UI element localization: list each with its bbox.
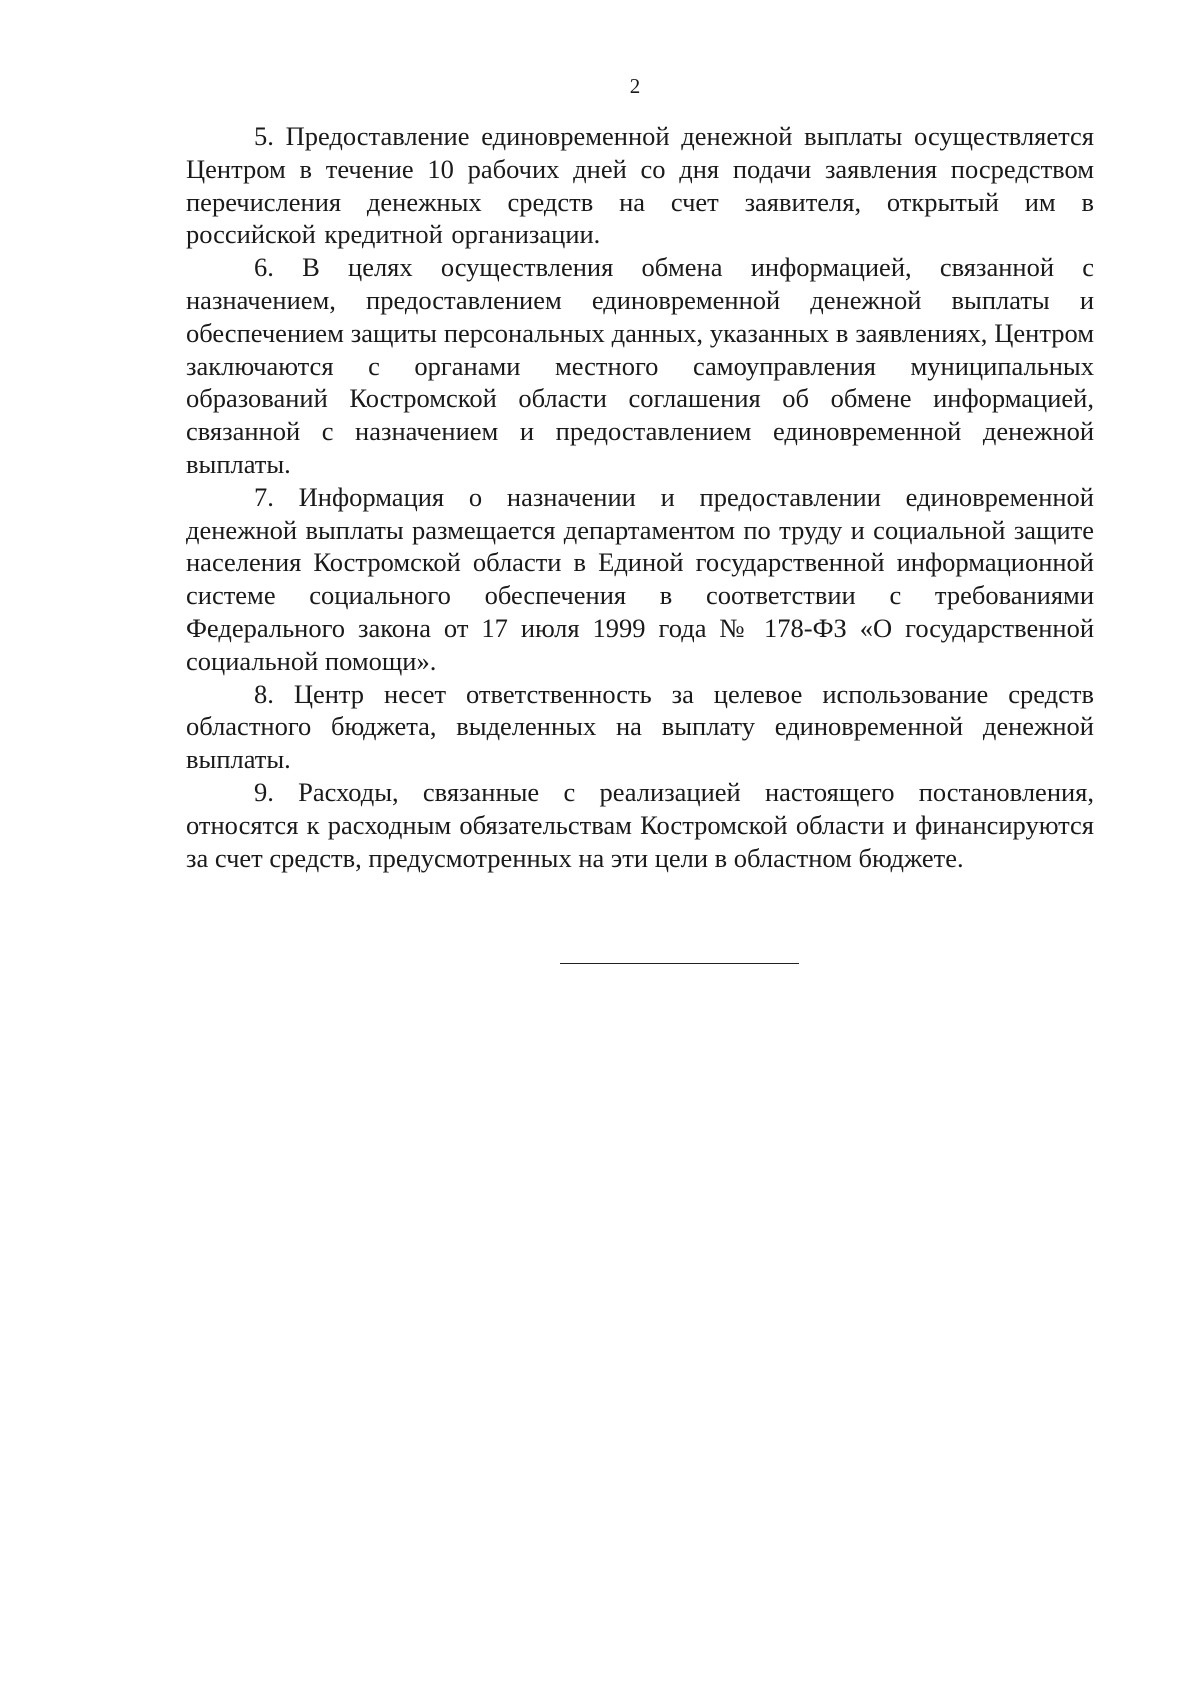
paragraph-7: 7. Информация о назначении и предоставлении единовременной денежной выплаты размещается департаментом по труду и социальной защите населения Костромской области в Единой государственной информационной системе социального обеспечения в соответствии с требованиями Федерального закона от 17 июля 1999 года № 178-ФЗ «О государственной социальной помощи». — [186, 481, 1094, 676]
paragraph-5: 5. Предоставление единовременной денежной выплаты осуществляется Центром в течение 10 рабочих дней со дня подачи заявления посредством перечисления денежных средств на счет заявителя, открытый им в российской кредитной организации. — [186, 121, 1094, 250]
document-body — [186, 120, 1094, 874]
paragraph-9: 9. Расходы, связанные с реализацией настоящего постановления, относятся к расходным обязательствам Костромской области и финансируются за счет средств, предусмотренных на эти цели в областном бюджете. — [186, 776, 1094, 873]
end-of-document-rule — [560, 963, 799, 964]
page-number: 2 — [629, 74, 641, 98]
paragraph-8: 8. Центр несет ответственность за целевое использование средств областного бюджета, выделенных на выплату единовременной денежной выплаты. — [186, 678, 1094, 775]
paragraph-6: 6. В целях осуществления обмена информацией, связанной с назначением, предоставлением единовременной денежной выплаты и обеспечением защиты персональных данных, указанных в заявлениях, Центром заключаются с органами местного самоуправления муниципальных образований Костромской области соглашения об обмене информацией, связанной с назначением и предоставлением единовременной денежной выплаты. — [186, 252, 1094, 479]
